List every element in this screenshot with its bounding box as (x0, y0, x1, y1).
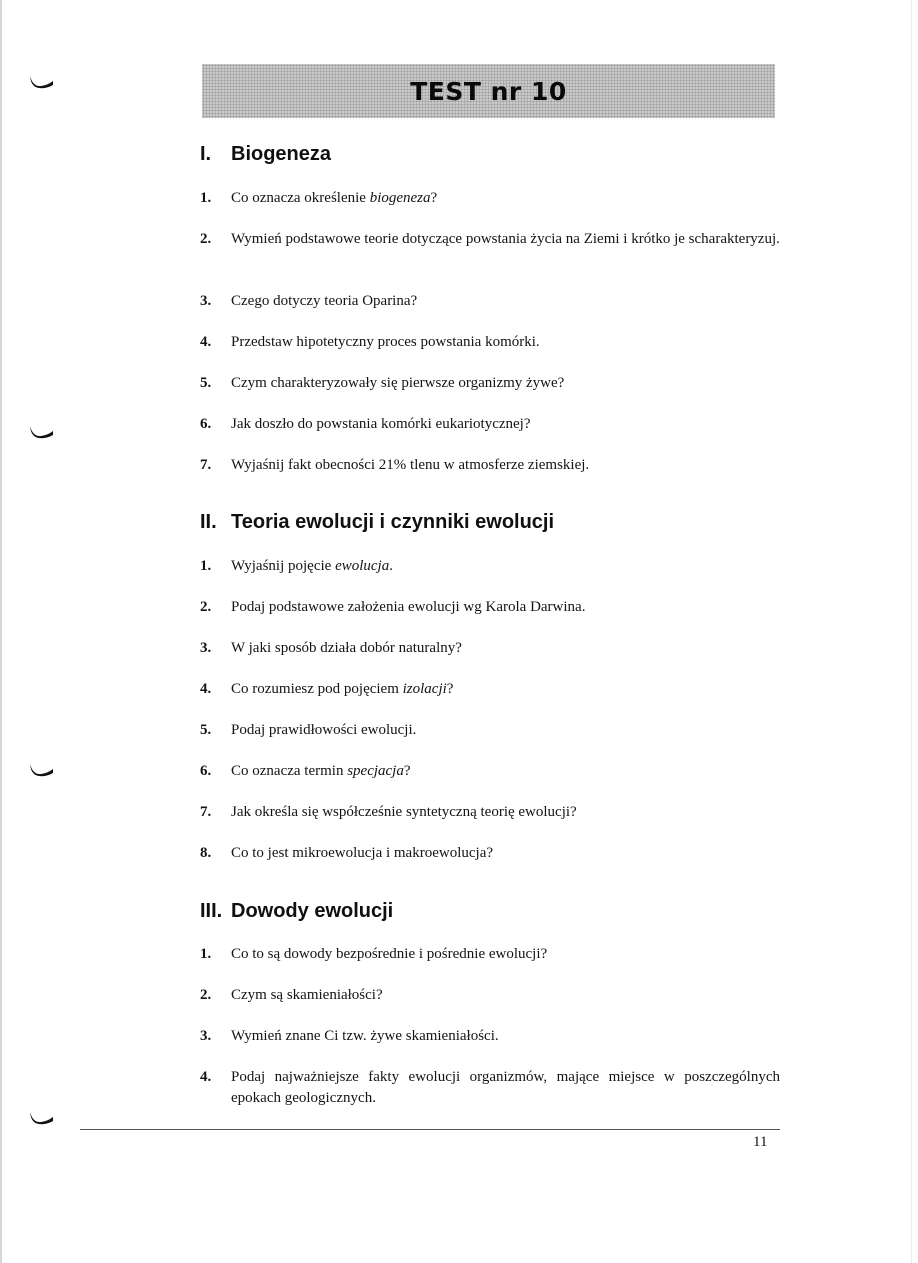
question-item (200, 944, 780, 965)
section-title: Teoria ewolucji i czynniki ewolucji (231, 511, 555, 533)
question-number: 2. (200, 987, 212, 1003)
question-number: 3. (200, 640, 212, 656)
question-item (200, 1026, 780, 1047)
binding-hole-mark-icon (28, 424, 56, 440)
question-item (200, 802, 780, 823)
section-number: II. (200, 511, 217, 533)
question-item (200, 1067, 780, 1109)
scan-edge (0, 0, 2, 1263)
question-item (200, 761, 780, 782)
section-number: III. (200, 900, 223, 922)
question-text: Wymień znane Ci tzw. żywe skamieniałości. (231, 1028, 499, 1044)
question-text: Podaj prawidłowości ewolucji. (231, 722, 417, 738)
question-number: 5. (200, 722, 212, 738)
question-number: 3. (200, 293, 212, 309)
question-number: 6. (200, 763, 212, 779)
scan-edge (911, 0, 912, 1263)
question-term: ewolucja (335, 558, 390, 574)
section-number: I. (200, 143, 212, 165)
question-number: 4. (200, 1069, 212, 1085)
page-title: TEST nr 10 (410, 76, 567, 106)
binding-hole-mark-icon (28, 1110, 56, 1126)
question-item (200, 414, 780, 435)
question-text: W jaki sposób działa dobór naturalny? (231, 640, 462, 656)
question-text: Co to są dowody bezpośrednie i pośrednie ewolucji? (231, 946, 548, 962)
question-item (200, 556, 780, 577)
question-number: 7. (200, 804, 212, 820)
question-text: Co to jest mikroewolucja i makroewolucja? (231, 845, 494, 861)
question-item (200, 229, 780, 250)
question-item (200, 843, 780, 864)
question-number: 1. (200, 190, 212, 206)
question-item (200, 455, 780, 476)
question-text: Wymień podstawowe teorie dotyczące powstania życia na Ziemi i krótko je scharakteryzuj. (231, 231, 780, 247)
question-item (200, 291, 780, 312)
binding-hole-mark-icon (28, 74, 56, 90)
section-title: Biogeneza (231, 143, 332, 165)
page-number: 11 (753, 1134, 768, 1150)
question-number: 2. (200, 599, 212, 615)
question-item (200, 638, 780, 659)
question-text: Czym charakteryzowały się pierwsze organizmy żywe? (231, 375, 565, 391)
question-item (200, 679, 780, 700)
question-number: 4. (200, 681, 212, 697)
question-number: 7. (200, 457, 212, 473)
question-term: specjacja (347, 763, 404, 779)
question-item (200, 720, 780, 741)
question-text: Podaj najważniejsze fakty ewolucji organizmów, mające miejsce w poszczególnych epokach geologicznych. (231, 1069, 780, 1106)
question-text: Podaj podstawowe założenia ewolucji wg Karola Darwina. (231, 599, 586, 615)
question-number: 2. (200, 231, 212, 247)
question-text: Jak doszło do powstania komórki eukariotycznej? (231, 416, 531, 432)
question-text: Czym są skamieniałości? (231, 987, 383, 1003)
question-number: 8. (200, 845, 212, 861)
question-text: Co oznacza określenie biogeneza? (231, 190, 438, 206)
question-number: 3. (200, 1028, 212, 1044)
section-heading-biogeneza (200, 143, 331, 166)
question-number: 6. (200, 416, 212, 432)
question-term: biogeneza (369, 190, 431, 206)
question-text: Czego dotyczy teoria Oparina? (231, 293, 418, 309)
question-item (200, 332, 780, 353)
question-number: 5. (200, 375, 212, 391)
question-item (200, 985, 780, 1006)
question-number: 1. (200, 558, 212, 574)
footer-rule (80, 1129, 780, 1130)
question-text: Co oznacza termin specjacja? (231, 763, 411, 779)
section-title: Dowody ewolucji (231, 900, 394, 922)
question-text: Jak określa się współcześnie syntetyczną teorię ewolucji? (231, 804, 577, 820)
question-text: Wyjaśnij pojęcie ewolucja. (231, 558, 393, 574)
question-term: izolacji (402, 681, 447, 697)
binding-hole-mark-icon (28, 762, 56, 778)
section-heading-dowody-ewolucji (200, 900, 393, 923)
question-text: Co rozumiesz pod pojęciem izolacji? (231, 681, 454, 697)
title-banner (202, 64, 775, 118)
question-item (200, 188, 780, 209)
question-text: Przedstaw hipotetyczny proces powstania komórki. (231, 334, 540, 350)
question-number: 1. (200, 946, 212, 962)
question-item (200, 373, 780, 394)
question-number: 4. (200, 334, 212, 350)
question-item (200, 597, 780, 618)
section-heading-teoria-ewolucji (200, 511, 554, 534)
question-text: Wyjaśnij fakt obecności 21% tlenu w atmosferze ziemskiej. (231, 457, 590, 473)
